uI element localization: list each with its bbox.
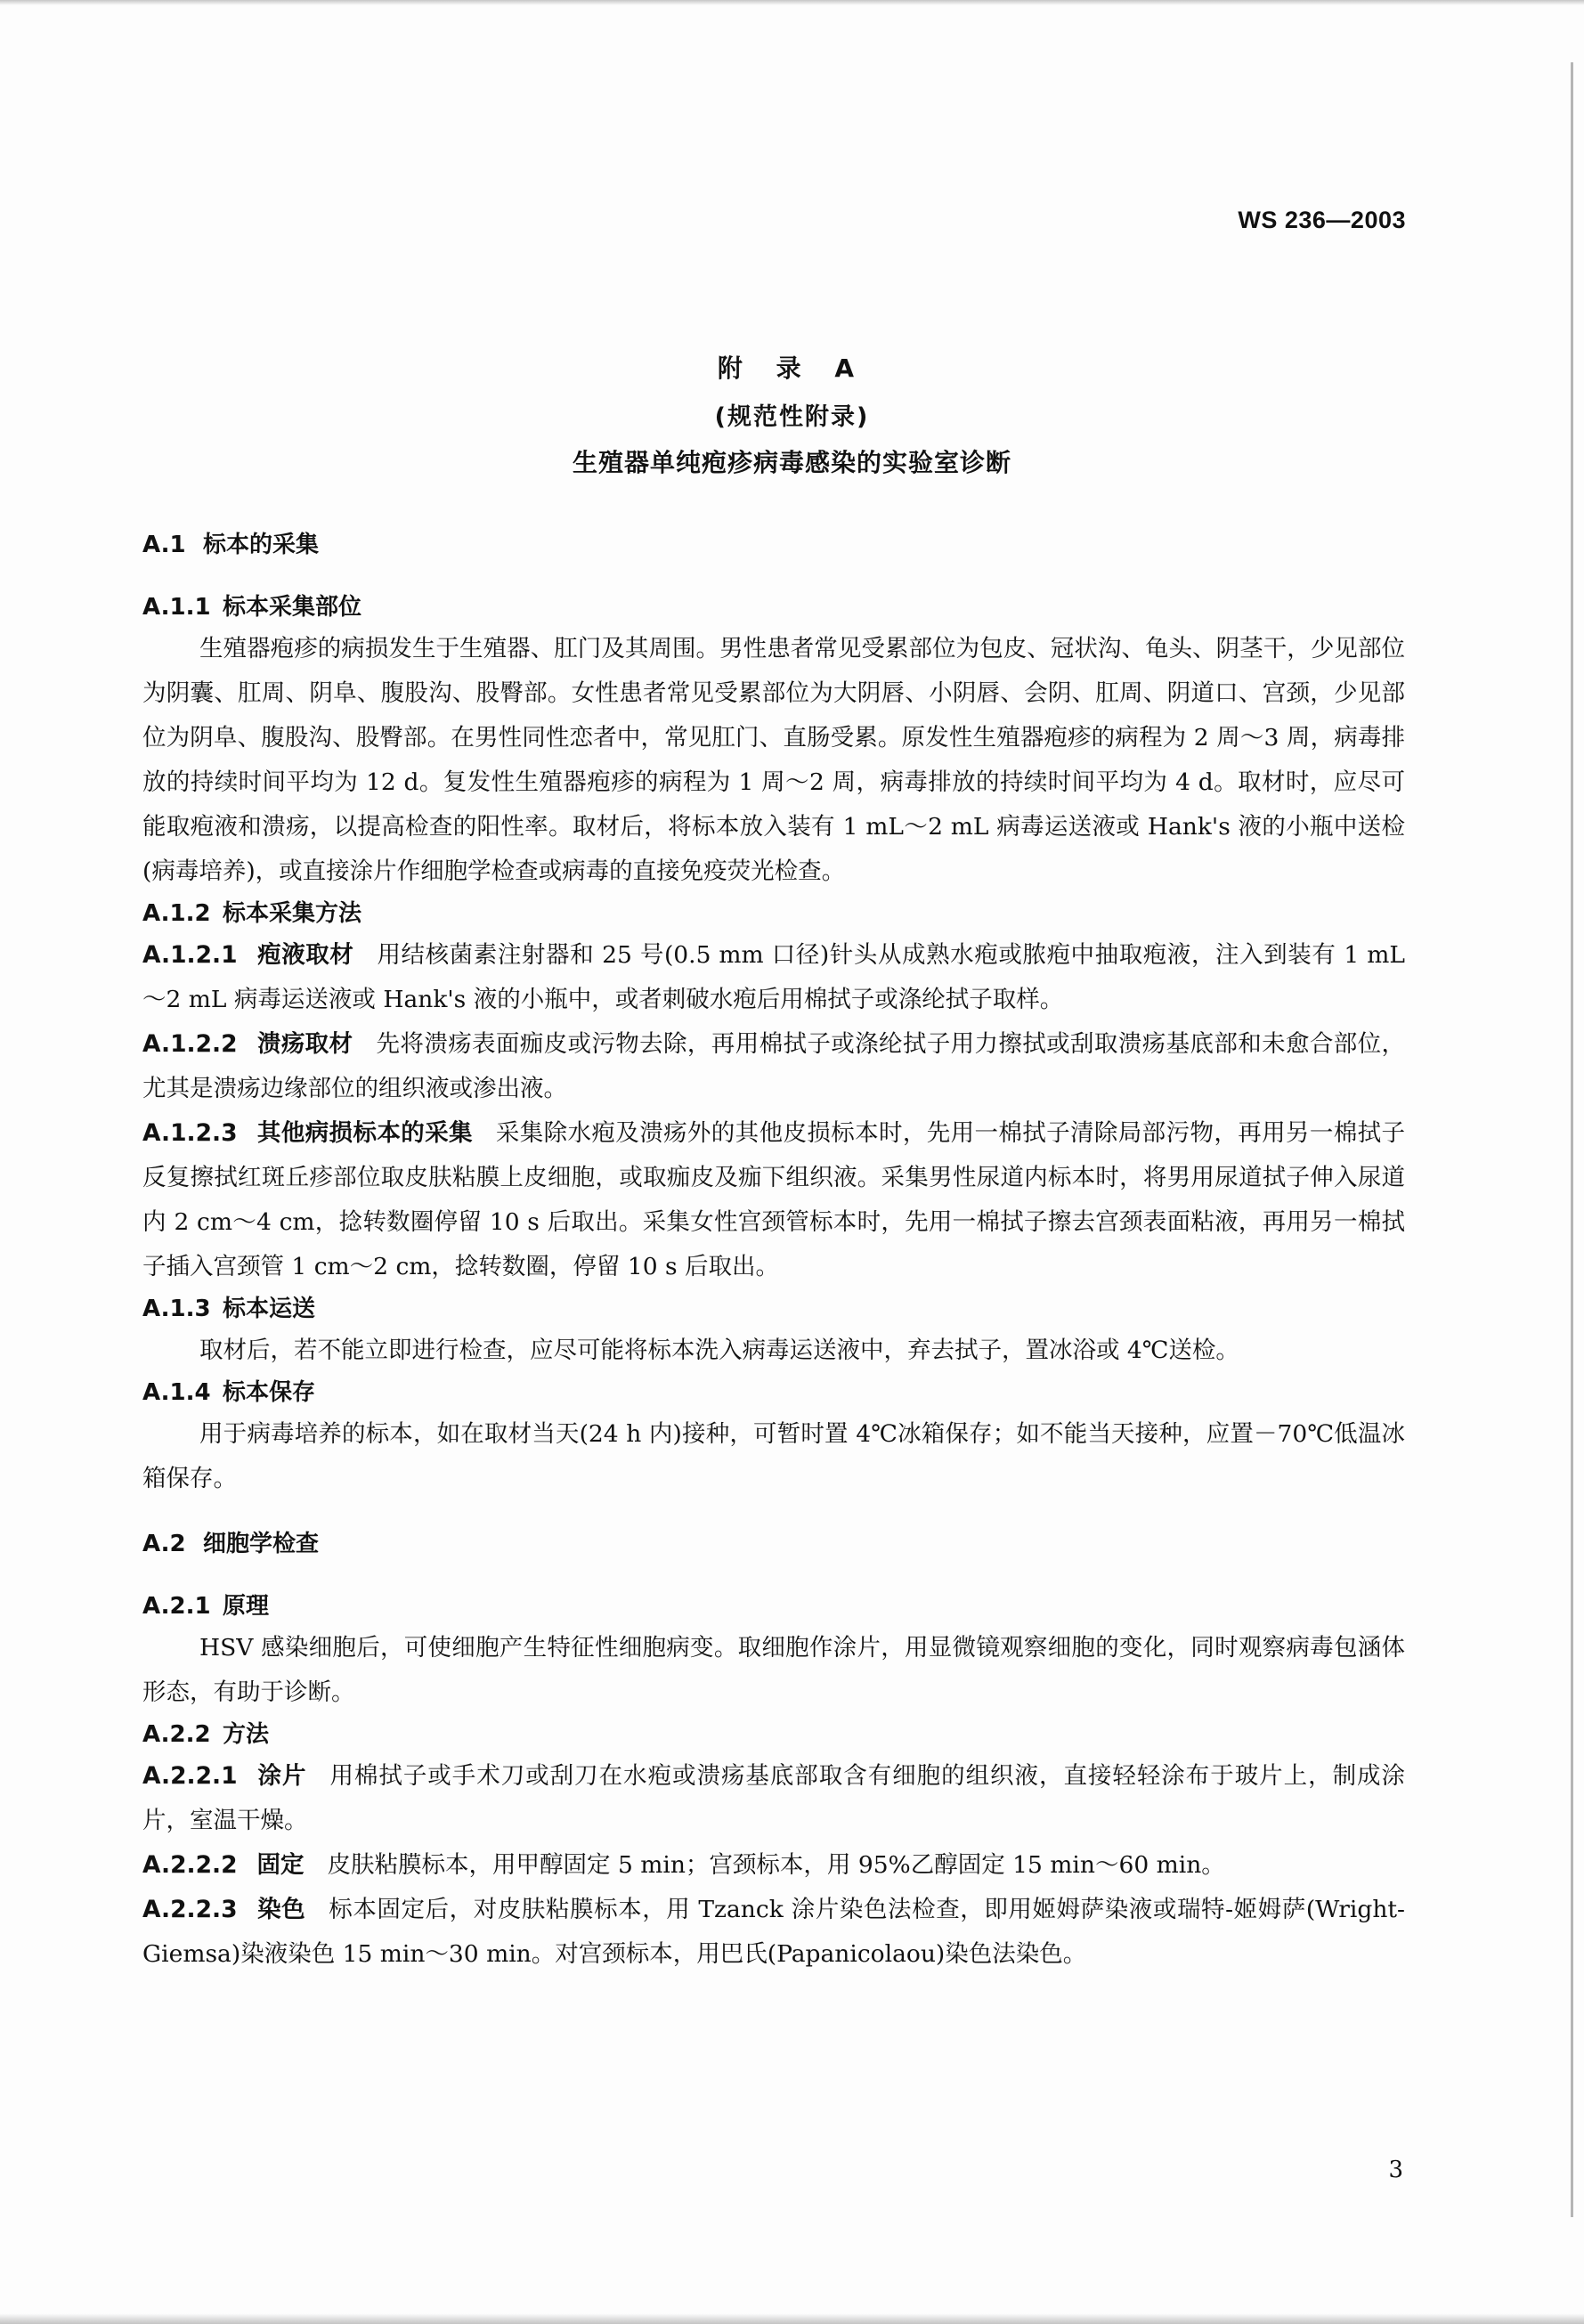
annex-subject: 生殖器单纯疱疹病毒感染的实验室诊断 [572,448,1011,477]
subsection-title: 标本保存 [223,1379,316,1406]
section-title: 标本的采集 [203,532,320,558]
subsection-number: A.1.1 [142,594,211,621]
clause-a1-2-2 [142,1022,1405,1111]
clause-label: 固定 [256,1851,305,1879]
section-heading-a2 [142,1524,1405,1564]
clause-number: A.2.2.1 [142,1762,238,1790]
paragraph-a2-1: HSV 感染细胞后，可使细胞产生特征性细胞病变。取细胞作涂片，用显微镜观察细胞的变化，同时观察病毒包涵体形态，有助于诊断。 [142,1634,1405,1706]
subsection-number: A.1.2 [142,900,211,927]
subsection-heading-a2-2 [142,1715,1405,1754]
section-number: A.1 [142,532,186,558]
clause-text: 采集除水疱及溃疡外的其他皮损标本时，先用一棉拭子清除局部污物，再用另一棉拭子反复擦拭红斑丘疹部位取皮肤粘膜上皮细胞，或取痂皮及痂下组织液。采集男性尿道内标本时，将男用尿道拭子伸入尿道内 2 cm～4 cm，捻转数圈停留 10 s 后取出。采集女性宫颈管标本时，先用一棉拭子擦去宫颈表面粘液，再用另一棉拭子插入宫颈管 1 cm～2 cm，捻转数圈，停留 10 s 后取出。 [142,1119,1406,1280]
section-heading-a1 [142,525,1405,565]
clause-number: A.1.2.3 [142,1119,238,1147]
section-spacer [142,1501,1405,1524]
subsection-number: A.1.3 [142,1296,211,1322]
clause-label: 溃疡取材 [256,1030,353,1058]
clause-number: A.2.2.2 [142,1851,238,1879]
section-number: A.2 [142,1531,186,1557]
paragraph-a1-3: 取材后，若不能立即进行检查，应尽可能将标本洗入病毒运送液中，弃去拭子，置冰浴或 4℃送检。 [199,1337,1239,1364]
clause-a2-2-2 [142,1843,1405,1888]
scan-bottom-edge [0,2313,1584,2324]
clause-label: 涂片 [256,1762,307,1790]
subsection-number: A.1.4 [142,1379,211,1406]
clause-label: 其他病损标本的采集 [256,1119,473,1147]
scan-top-edge [0,0,1584,5]
document-body [142,525,1405,1977]
clause-number: A.1.2.2 [142,1030,238,1058]
clause-text: 先将溃疡表面痂皮或污物去除，再用棉拭子或涤纶拭子用力擦拭或刮取溃疡基底部和未愈合部位，尤其是溃疡边缘部位的组织液或渗出液。 [142,1030,1406,1102]
subsection-heading-a2-1 [142,1587,1405,1626]
section-title: 细胞学检查 [203,1531,320,1557]
clause-text: 皮肤粘膜标本，用甲醇固定 5 min；宫颈标本，用 95%乙醇固定 15 min～60 min。 [327,1851,1225,1879]
subsection-title: 标本运送 [223,1296,316,1322]
clause-a1-2-1 [142,933,1405,1022]
annex-title: 附 录 A [717,353,867,383]
clause-text: 标本固定后，对皮肤粘膜标本，用 Tzanck 涂片染色法检查，即用姬姆萨染液或瑞特-姬姆萨(Wright-Giemsa)染液染色 15 min～30 min。对宫颈标本，用巴氏(Papanicolaou)染色法染色。 [142,1896,1406,1968]
clause-a2-2-1 [142,1754,1405,1843]
subsection-number: A.2.1 [142,1593,211,1620]
clause-a2-2-3 [142,1888,1405,1977]
paragraph-a1-4: 用于病毒培养的标本，如在取材当天(24 h 内)接种，可暂时置 4℃冰箱保存；如不能当天接种，应置－70℃低温冰箱保存。 [142,1420,1405,1492]
subsection-title: 原理 [223,1593,270,1620]
clause-text: 用棉拭子或手术刀或刮刀在水疱或溃疡基底部取含有细胞的组织液，直接轻轻涂布于玻片上，制成涂片，室温干燥。 [142,1762,1406,1834]
clause-number: A.1.2.1 [142,941,238,969]
clause-text: 用结核菌素注射器和 25 号(0.5 mm 口径)针头从成熟水疱或脓疱中抽取疱液，注入到装有 1 mL～2 mL 病毒运送液或 Hank's 液的小瓶中，或者刺破水疱后用棉拭子或涤纶拭子取样。 [142,941,1406,1013]
subsection-title: 标本采集部位 [223,594,362,621]
clause-label: 疱液取材 [256,941,354,969]
standard-code: WS 236—2003 [1238,207,1406,233]
subsection-title: 标本采集方法 [223,900,362,927]
subsection-title: 方法 [223,1721,270,1748]
subsection-heading-a1-3 [142,1289,1405,1329]
subsection-number: A.2.2 [142,1721,211,1748]
subsection-heading-a1-1 [142,588,1405,627]
clause-a1-2-3 [142,1111,1405,1289]
subsection-heading-a1-4 [142,1373,1405,1412]
annex-type: (规范性附录) [714,403,870,431]
clause-number: A.2.2.3 [142,1896,238,1923]
scan-right-rule [1571,62,1573,2217]
clause-label: 染色 [256,1896,306,1923]
subsection-heading-a1-2 [142,894,1405,933]
page-number: 3 [1388,2157,1403,2183]
paragraph-a1-1: 生殖器疱疹的病损发生于生殖器、肛门及其周围。男性患者常见受累部位为包皮、冠状沟、龟头、阴茎干，少见部位为阴囊、肛周、阴阜、腹股沟、股臀部。女性患者常见受累部位为大阴唇、小阴唇、会阴、肛周、阴道口、宫颈，少见部位为阴阜、腹股沟、股臀部。在男性同性恋者中，常见肛门、直肠受累。原发性生殖器疱疹的病程为 2 周～3 周，病毒排放的持续时间平均为 12 d。复发性生殖器疱疹的病程为 1 周～2 周，病毒排放的持续时间平均为 4 d。取材时，应尽可能取疱液和溃疡，以提高检查的阳性率。取材后，将标本放入装有 1 mL～2 mL 病毒运送液或 Hank's 液的小瓶中送检(病毒培养)，或直接涂片作细胞学检查或病毒的直接免疫荧光检查。 [142,635,1405,885]
